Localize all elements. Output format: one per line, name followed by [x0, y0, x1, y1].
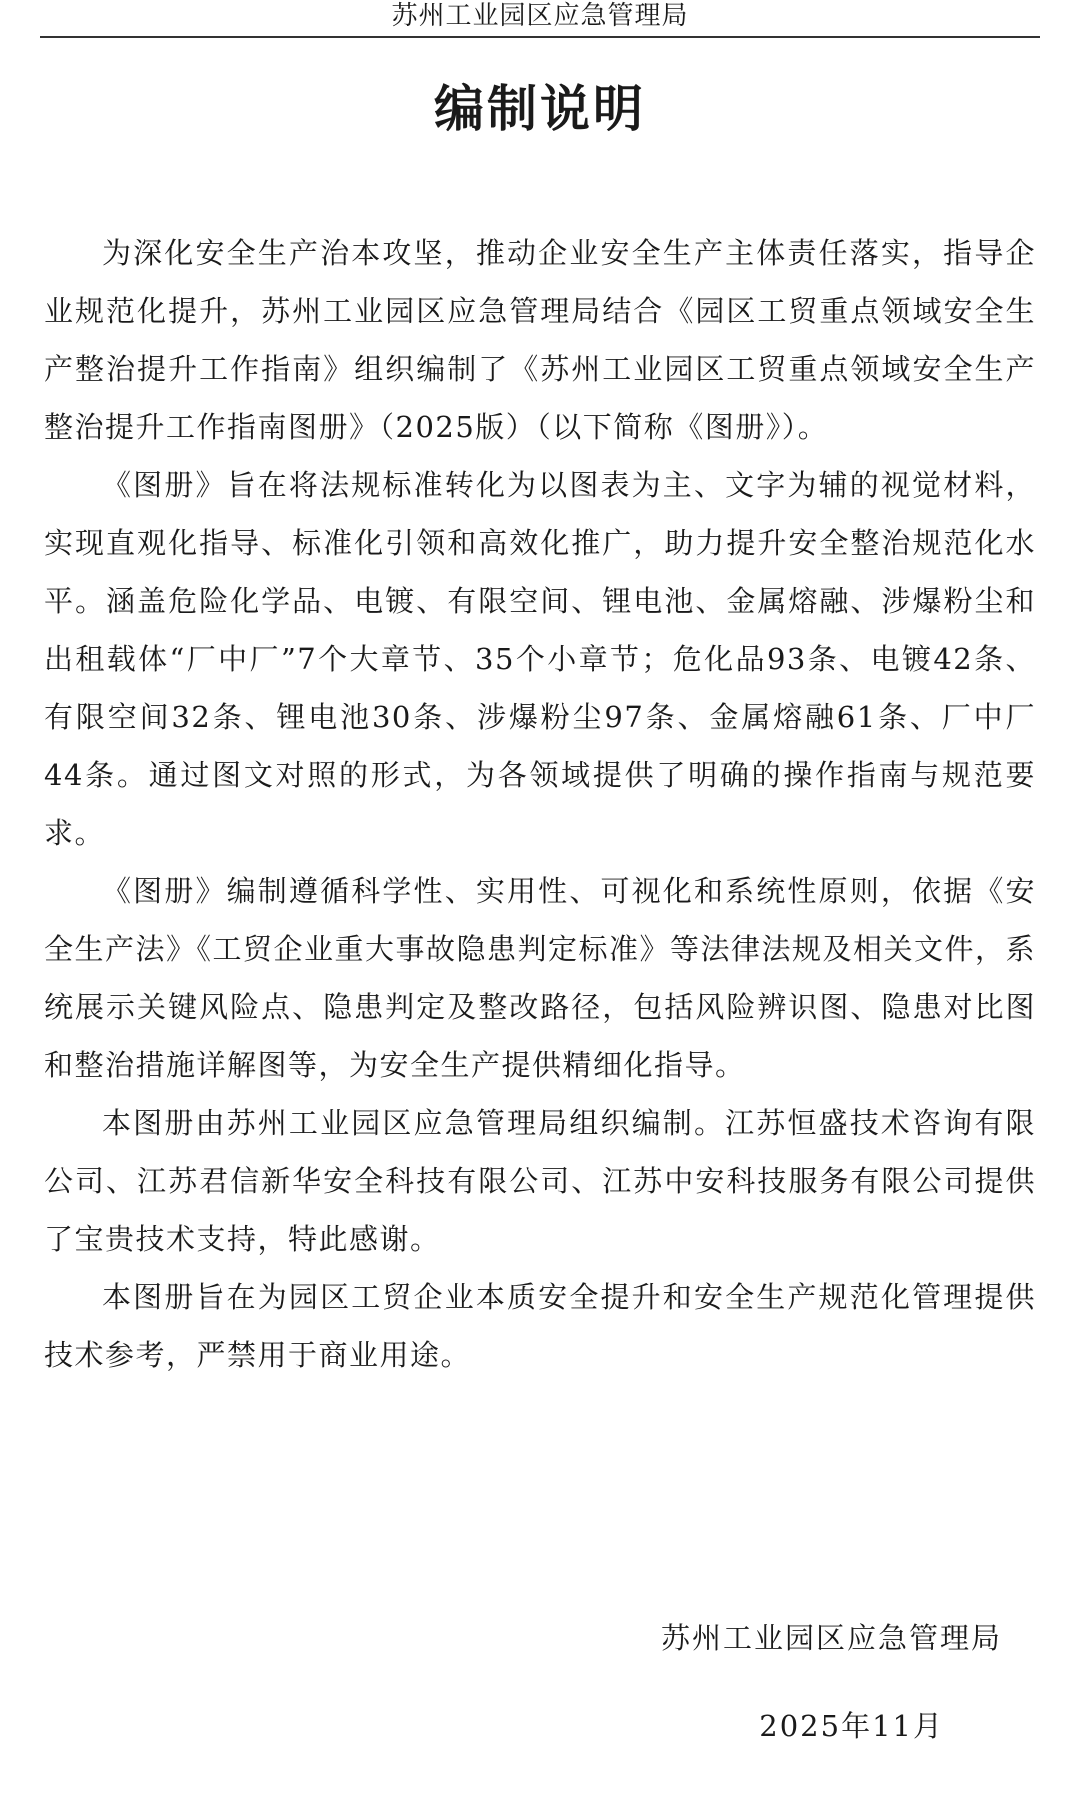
- document-title: 编制说明: [434, 79, 646, 138]
- paragraph-usage-notice: 本图册旨在为园区工贸企业本质安全提升和安全生产规范化管理提供技术参考，严禁用于商业用途。: [44, 1280, 1036, 1372]
- document-body: [44, 224, 1036, 1384]
- paragraph-intro: 为深化安全生产治本攻坚，推动企业安全生产主体责任落实，指导企业规范化提升，苏州工业园区应急管理局结合《园区工贸重点领域安全生产整治提升工作指南》组织编制了《苏州工业园区工贸重点领域安全生产整治提升工作指南图册》（2025版）（以下简称《图册》）。: [44, 236, 1036, 444]
- page-header: [40, 0, 1040, 38]
- signature-date: 2025年11月: [759, 1709, 944, 1743]
- paragraph-principles: 《图册》编制遵循科学性、实用性、可视化和系统性原则，依据《安全生产法》《工贸企业重大事故隐患判定标准》等法律法规及相关文件，系统展示关键风险点、隐患判定及整改路径，包括风险辨识图、隐患对比图和整治措施详解图等，为安全生产提供精细化指导。: [44, 874, 1037, 1082]
- paragraph-scope: 《图册》旨在将法规标准转化为以图表为主、文字为辅的视觉材料，实现直观化指导、标准化引领和高效化推广，助力提升安全整治规范化水平。涵盖危险化学品、电镀、有限空间、锂电池、金属熔融、涉爆粉尘和出租载体“厂中厂”7个大章节、35个小章节；危化品93条、电镀42条、有限空间32条、锂电池30条、涉爆粉尘97条、金属熔融61条、厂中厂44条。通过图文对照的形式，为各领域提供了明确的操作指南与规范要求。: [44, 468, 1036, 850]
- header-organization: 苏州工业园区应急管理局: [391, 1, 689, 31]
- signature-organization: 苏州工业园区应急管理局: [660, 1621, 1002, 1655]
- paragraph-acknowledgement: 本图册由苏州工业园区应急管理局组织编制。江苏恒盛技术咨询有限公司、江苏君信新华安全科技有限公司、江苏中安科技服务有限公司提供了宝贵技术支持，特此感谢。: [44, 1106, 1036, 1256]
